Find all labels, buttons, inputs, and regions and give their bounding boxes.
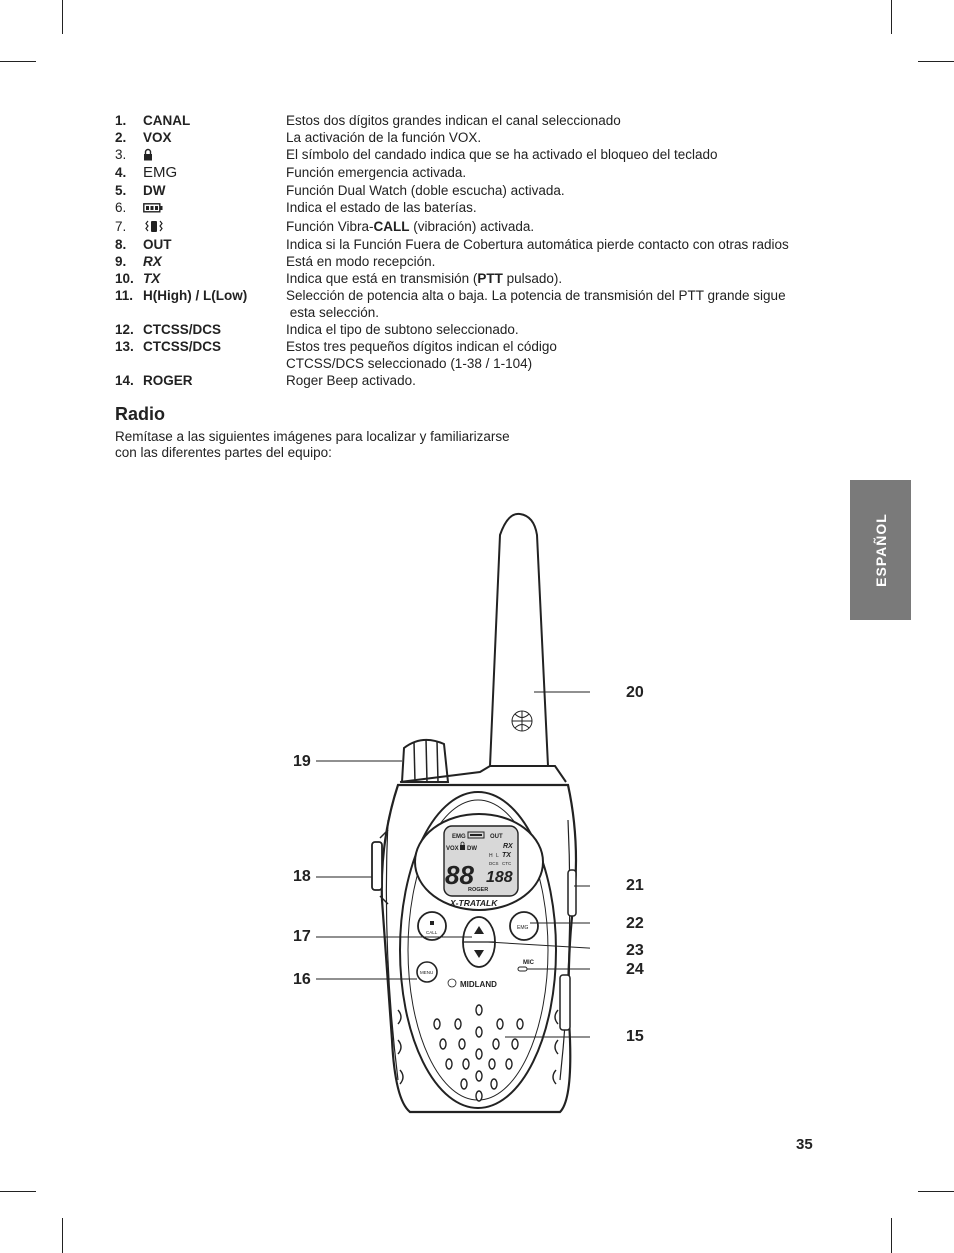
item-description (286, 287, 835, 321)
legend-item-12 (115, 321, 835, 338)
language-tab (850, 480, 911, 620)
callout-21: 21 (626, 877, 644, 894)
callout-24: 24 (626, 961, 644, 978)
item-number: 14. (115, 373, 134, 388)
desc-bold: CALL (373, 219, 410, 234)
lcd-channel-digits: 88 (445, 860, 474, 890)
item-number: 11. (115, 288, 134, 303)
item-term: CTCSS/DCS (143, 339, 222, 354)
item-term: OUT (143, 237, 172, 252)
emg-button (510, 912, 538, 940)
crop-mark (62, 1218, 63, 1253)
desc-bold: PTT (477, 271, 503, 286)
legend-item-13 (115, 338, 835, 372)
desc-line: Estos tres pequeños dígitos indican el código (286, 339, 557, 354)
legend-item-2 (115, 129, 835, 146)
item-number: 9. (115, 254, 127, 269)
call-button (418, 912, 446, 940)
ptt-side-button (372, 842, 382, 890)
lcd-dw: DW (467, 846, 477, 852)
item-term: RX (143, 254, 162, 269)
item-number: 6. (115, 200, 127, 215)
desc-text: Función Vibra- (286, 219, 374, 234)
item-description: Indica si la Función Fuera de Cobertura automática pierde contacto con otras radios (286, 237, 789, 252)
desc-line: Selección de potencia alta o baja. La potencia de transmisión del PTT grande sigue (286, 288, 786, 303)
mic-label: MIC (523, 960, 534, 966)
item-number: 7. (115, 219, 127, 234)
lcd-out: OUT (490, 834, 503, 840)
item-description (286, 270, 835, 287)
desc-text: Indica que está en transmisión ( (286, 271, 478, 286)
lcd-ctc: CTC (502, 861, 512, 866)
crop-mark (891, 1218, 892, 1253)
call-button-label: CALL (426, 930, 438, 935)
brand-name: MIDLAND (460, 980, 497, 989)
antenna (490, 514, 548, 766)
lcd-code-digits: 188 (486, 869, 513, 886)
intro-line: con las diferentes partes del equipo: (115, 445, 332, 460)
item-number: 3. (115, 147, 127, 162)
item-number: 10. (115, 271, 134, 286)
lcd-rx: RX (503, 843, 513, 850)
menu-button-label: MENU (420, 970, 434, 975)
crop-mark (918, 61, 954, 62)
callout-19: 19 (293, 753, 311, 770)
mic-hole (518, 967, 527, 971)
item-term: ROGER (143, 373, 193, 388)
desc-line: esta selección. (286, 305, 380, 320)
item-term: TX (143, 271, 161, 286)
call-lock-icon (430, 921, 434, 925)
callout-17: 17 (293, 928, 311, 945)
desc-text: pulsado). (502, 271, 563, 286)
menu-button (417, 962, 437, 982)
side-jack (568, 870, 576, 916)
lcd-high: H (489, 853, 493, 859)
language-tab-label: ESPAÑOL (872, 513, 889, 587)
legend-item-6 (115, 199, 835, 218)
legend-item-4 (115, 164, 835, 182)
callout-20: 20 (626, 684, 644, 701)
crop-mark (0, 1191, 36, 1192)
callout-23: 23 (626, 942, 644, 959)
item-number: 8. (115, 237, 127, 252)
padlock-icon (143, 146, 283, 163)
intro-text (115, 429, 545, 461)
crop-mark (918, 1191, 954, 1192)
item-description: La activación de la función VOX. (286, 130, 482, 145)
legend-item-8 (115, 236, 835, 253)
item-number: 5. (115, 183, 127, 198)
crop-mark (0, 61, 36, 62)
item-description: Función Dual Watch (doble escucha) activada. (286, 183, 565, 198)
item-description: Función emergencia activada. (286, 165, 467, 180)
item-description: Roger Beep activado. (286, 373, 416, 388)
item-number: 12. (115, 322, 134, 337)
legend-item-7 (115, 218, 835, 236)
crop-mark (62, 0, 63, 34)
item-description: Está en modo recepción. (286, 254, 436, 269)
lcd-roger: ROGER (468, 887, 489, 893)
item-number: 1. (115, 113, 127, 128)
item-number: 2. (115, 130, 127, 145)
desc-text: (vibración) activada. (409, 219, 535, 234)
crop-mark (891, 0, 892, 34)
lcd-vox: VOX (446, 846, 459, 852)
legend-item-1 (115, 112, 835, 129)
item-description: El símbolo del candado indica que se ha activado el bloqueo del teclado (286, 147, 718, 162)
item-description (286, 218, 835, 235)
lcd-dcs: DCS (489, 861, 499, 866)
page-number: 35 (796, 1136, 813, 1153)
item-description: Indica el tipo de subtono seleccionado. (286, 322, 519, 337)
legend-item-10 (115, 270, 835, 287)
emg-button-label: EMG (517, 925, 529, 931)
item-term: H(High) / L(Low) (143, 288, 248, 303)
model-name: X-TRATALK (450, 898, 498, 908)
legend-item-3 (115, 146, 835, 164)
callout-22: 22 (626, 915, 644, 932)
vibration-icon (143, 218, 283, 235)
lcd-emg: EMG (452, 834, 466, 840)
legend-item-5 (115, 182, 835, 199)
legend-item-14 (115, 372, 835, 389)
item-number: 13. (115, 339, 134, 354)
callout-15: 15 (626, 1028, 644, 1045)
radio-illustration (290, 500, 590, 1125)
item-description: Indica el estado de las baterías. (286, 200, 477, 215)
item-description (286, 338, 835, 372)
lcd-low: L (496, 853, 499, 859)
item-term: VOX (143, 130, 172, 145)
lcd-tx: TX (502, 852, 511, 859)
volume-knob (402, 739, 448, 782)
desc-line: CTCSS/DCS seleccionado (1-38 / 1-104) (286, 356, 533, 371)
legend-item-9 (115, 253, 835, 270)
item-term: DW (143, 183, 166, 198)
item-description: Estos dos dígitos grandes indican el canal seleccionado (286, 113, 621, 128)
item-term: EMG (143, 164, 178, 181)
item-term: CTCSS/DCS (143, 322, 222, 337)
item-number: 4. (115, 165, 127, 180)
lcd-display (415, 814, 543, 910)
globe-logo-icon (512, 711, 532, 731)
callout-16: 16 (293, 971, 311, 988)
legend-item-11 (115, 287, 835, 321)
intro-line: Remítase a las siguientes imágenes para localizar y familiarizarse (115, 429, 510, 444)
battery-icon (143, 199, 283, 216)
section-title: Radio (115, 404, 166, 424)
callout-18: 18 (293, 868, 311, 885)
display-legend-list (115, 112, 835, 389)
item-term: CANAL (143, 113, 191, 128)
